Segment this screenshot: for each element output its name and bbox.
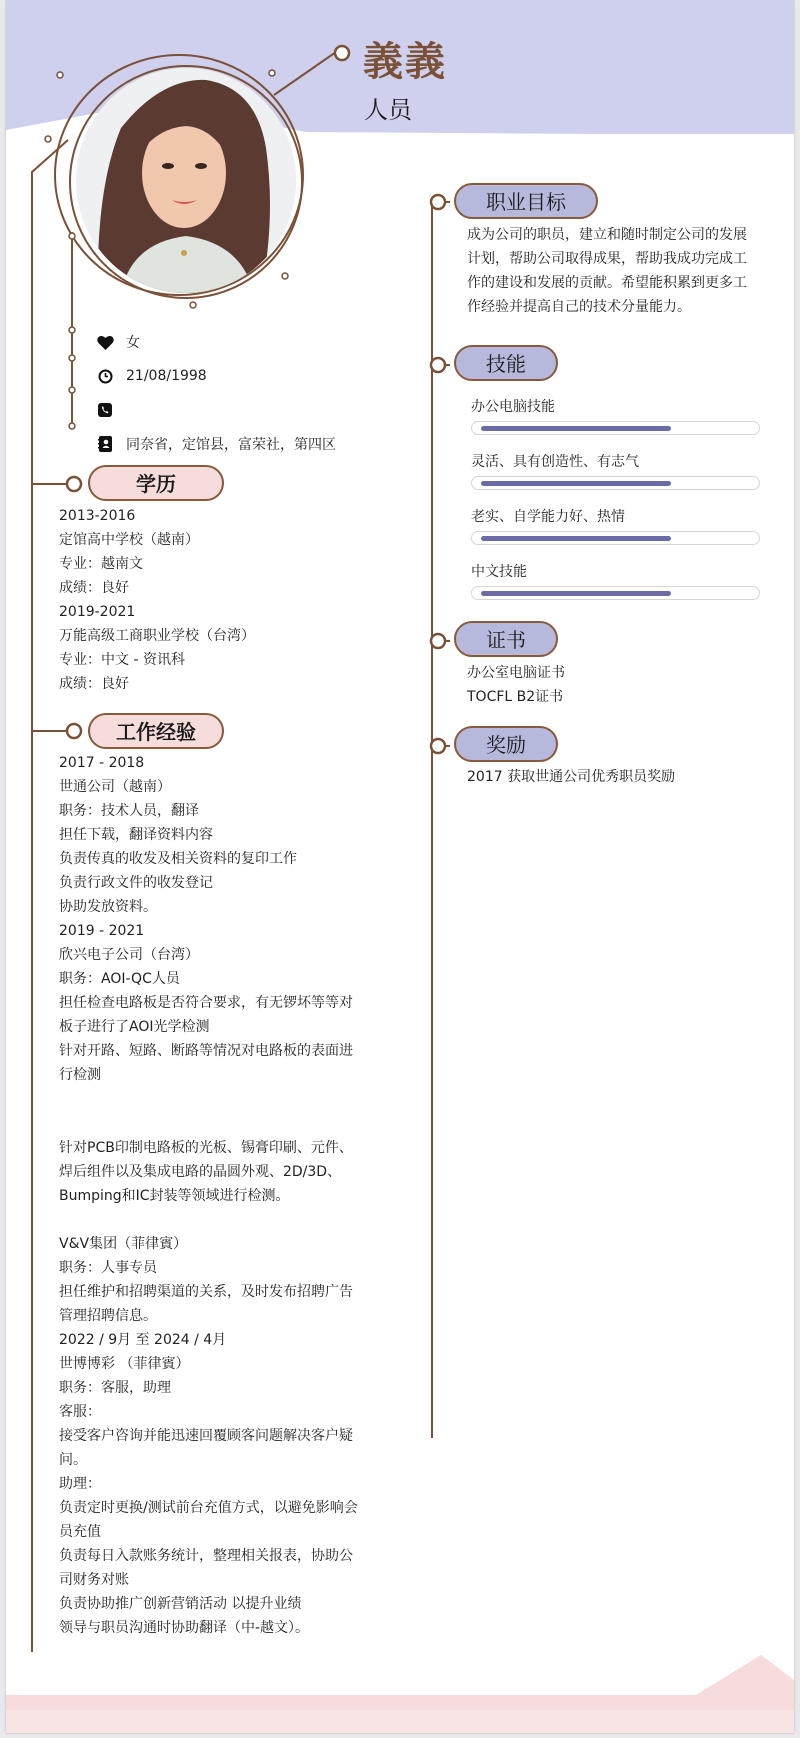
education-line: 2019-2021 — [59, 604, 136, 620]
experience-line: 针对开路、短路、断路等情况对电路板的表面进 — [59, 1043, 353, 1059]
experience-list-a — [59, 751, 353, 1087]
phone-icon — [96, 401, 114, 419]
resume-page — [6, 0, 794, 1733]
experience-line: 担任下载，翻译资料内容 — [59, 827, 213, 843]
phone-row — [96, 399, 126, 421]
experience-line: 担任检查电路板是否符合要求，有无锣坏等等对 — [59, 995, 353, 1011]
objective-text — [467, 223, 763, 319]
experience-line: 焊后组件以及集成电路的晶圆外观、2D/3D、 — [59, 1164, 342, 1180]
experience-line: 负责协助推广创新营销活动 以提升业绩 — [59, 1596, 302, 1612]
experience-line: 职务：AOI-QC人员 — [59, 971, 180, 987]
skill-bar — [471, 421, 760, 435]
awards-heading: 奖励 — [454, 726, 558, 762]
objective-line: 成为公司的职员，建立和随时制定公司的发展 — [467, 227, 747, 243]
experience-line: 行检测 — [59, 1067, 101, 1083]
objective-line: 计划，帮助公司取得成果，帮助我成功完成工 — [467, 251, 747, 267]
education-line: 成绩：良好 — [59, 580, 129, 596]
experience-line: 担任维护和招聘渠道的关系，及时发布招聘广告 — [59, 1284, 353, 1300]
experience-heading: 工作经验 — [88, 713, 224, 749]
birthdate-value: 21/08/1998 — [126, 368, 207, 384]
experience-line: 助理： — [59, 1476, 101, 1492]
gender-value: 女 — [126, 335, 140, 351]
education-line: 专业：越南文 — [59, 556, 143, 572]
experience-line: 世通公司（越南） — [59, 779, 171, 795]
skill-bar — [471, 531, 760, 545]
experience-line: 职务：人事专员 — [59, 1260, 157, 1276]
contact-card-icon — [96, 435, 114, 453]
skill-name: 中文技能 — [471, 564, 527, 580]
objective-line: 作的建设和发展的贡献。希望能积累到更多工 — [467, 275, 747, 291]
experience-line: 负责行政文件的收发登记 — [59, 875, 213, 891]
skill-bar-fill — [481, 536, 671, 541]
education-line: 成绩：良好 — [59, 676, 129, 692]
education-line: 专业：中文 - 资讯科 — [59, 652, 185, 668]
experience-line: 负责定时更换/测试前台充值方式，以避免影响会 — [59, 1500, 358, 1516]
education-line: 定馆高中学校（越南） — [59, 532, 199, 548]
candidate-name: 義義 — [363, 38, 447, 85]
heart-icon — [96, 333, 114, 351]
experience-line: 2019 - 2021 — [59, 923, 145, 939]
skills-heading: 技能 — [454, 345, 558, 381]
clock-icon — [96, 367, 114, 385]
experience-line: 员充值 — [59, 1524, 101, 1540]
experience-list-b — [59, 1136, 353, 1208]
skill-bar — [471, 476, 760, 490]
experience-line: 司财务对账 — [59, 1572, 129, 1588]
award-item: 2017 获取世通公司优秀职员奖励 — [467, 769, 676, 785]
certificates-heading: 证书 — [454, 621, 558, 657]
candidate-role: 人员 — [364, 96, 412, 124]
education-list — [59, 504, 255, 696]
experience-line: 世博博彩 （菲律賓） — [59, 1356, 190, 1372]
birthdate-row — [96, 365, 207, 387]
experience-line: 管理招聘信息。 — [59, 1308, 157, 1324]
skill-bar-fill — [481, 481, 671, 486]
certificate-item: TOCFL B2证书 — [467, 689, 564, 705]
gender-row — [96, 331, 140, 353]
experience-line: 领导与职员沟通时协助翻译（中-越文）。 — [59, 1620, 310, 1636]
experience-line: 客服： — [59, 1404, 101, 1420]
education-heading: 学历 — [88, 465, 224, 501]
experience-line: 2017 - 2018 — [59, 755, 145, 771]
certificate-item: 办公室电脑证书 — [467, 665, 565, 681]
address-value: 同奈省，定馆县，富荣社，第四区 — [126, 437, 336, 453]
skill-name: 办公电脑技能 — [471, 399, 555, 415]
experience-line: 职务：技术人员，翻译 — [59, 803, 199, 819]
skill-bar-fill — [481, 591, 671, 596]
experience-line: 职务：客服，助理 — [59, 1380, 171, 1396]
experience-line: V&V集团（菲律賓） — [59, 1236, 188, 1252]
objective-line: 作经验并提高自己的技术分量能力。 — [467, 299, 691, 315]
experience-line: 板子进行了AOI光学检测 — [59, 1019, 210, 1035]
skill-name: 灵活、具有创造性、有志气 — [471, 454, 639, 470]
objective-heading: 职业目标 — [454, 183, 598, 219]
experience-list-c — [59, 1232, 358, 1640]
experience-line: 问。 — [59, 1452, 87, 1468]
experience-line: 针对PCB印制电路板的光板、锡膏印刷、元件、 — [59, 1140, 353, 1156]
skill-bar — [471, 586, 760, 600]
experience-line: Bumping和IC封装等领域进行检测。 — [59, 1188, 290, 1204]
profile-photo — [76, 68, 296, 293]
skill-bar-fill — [481, 426, 671, 431]
education-line: 2013-2016 — [59, 508, 136, 524]
address-row — [96, 433, 336, 455]
experience-line: 负责传真的收发及相关资料的复印工作 — [59, 851, 297, 867]
experience-line: 负责每日入款账务统计，整理相关报表，协助公 — [59, 1548, 353, 1564]
skill-name: 老实、自学能力好、热情 — [471, 509, 625, 525]
experience-line: 协助发放资料。 — [59, 899, 157, 915]
experience-line: 接受客户咨询并能迅速回覆顾客问题解决客户疑 — [59, 1428, 353, 1444]
experience-line: 2022 / 9月 至 2024 / 4月 — [59, 1332, 227, 1348]
education-line: 万能高级工商职业学校（台湾） — [59, 628, 255, 644]
experience-line: 欣兴电子公司（台湾） — [59, 947, 199, 963]
